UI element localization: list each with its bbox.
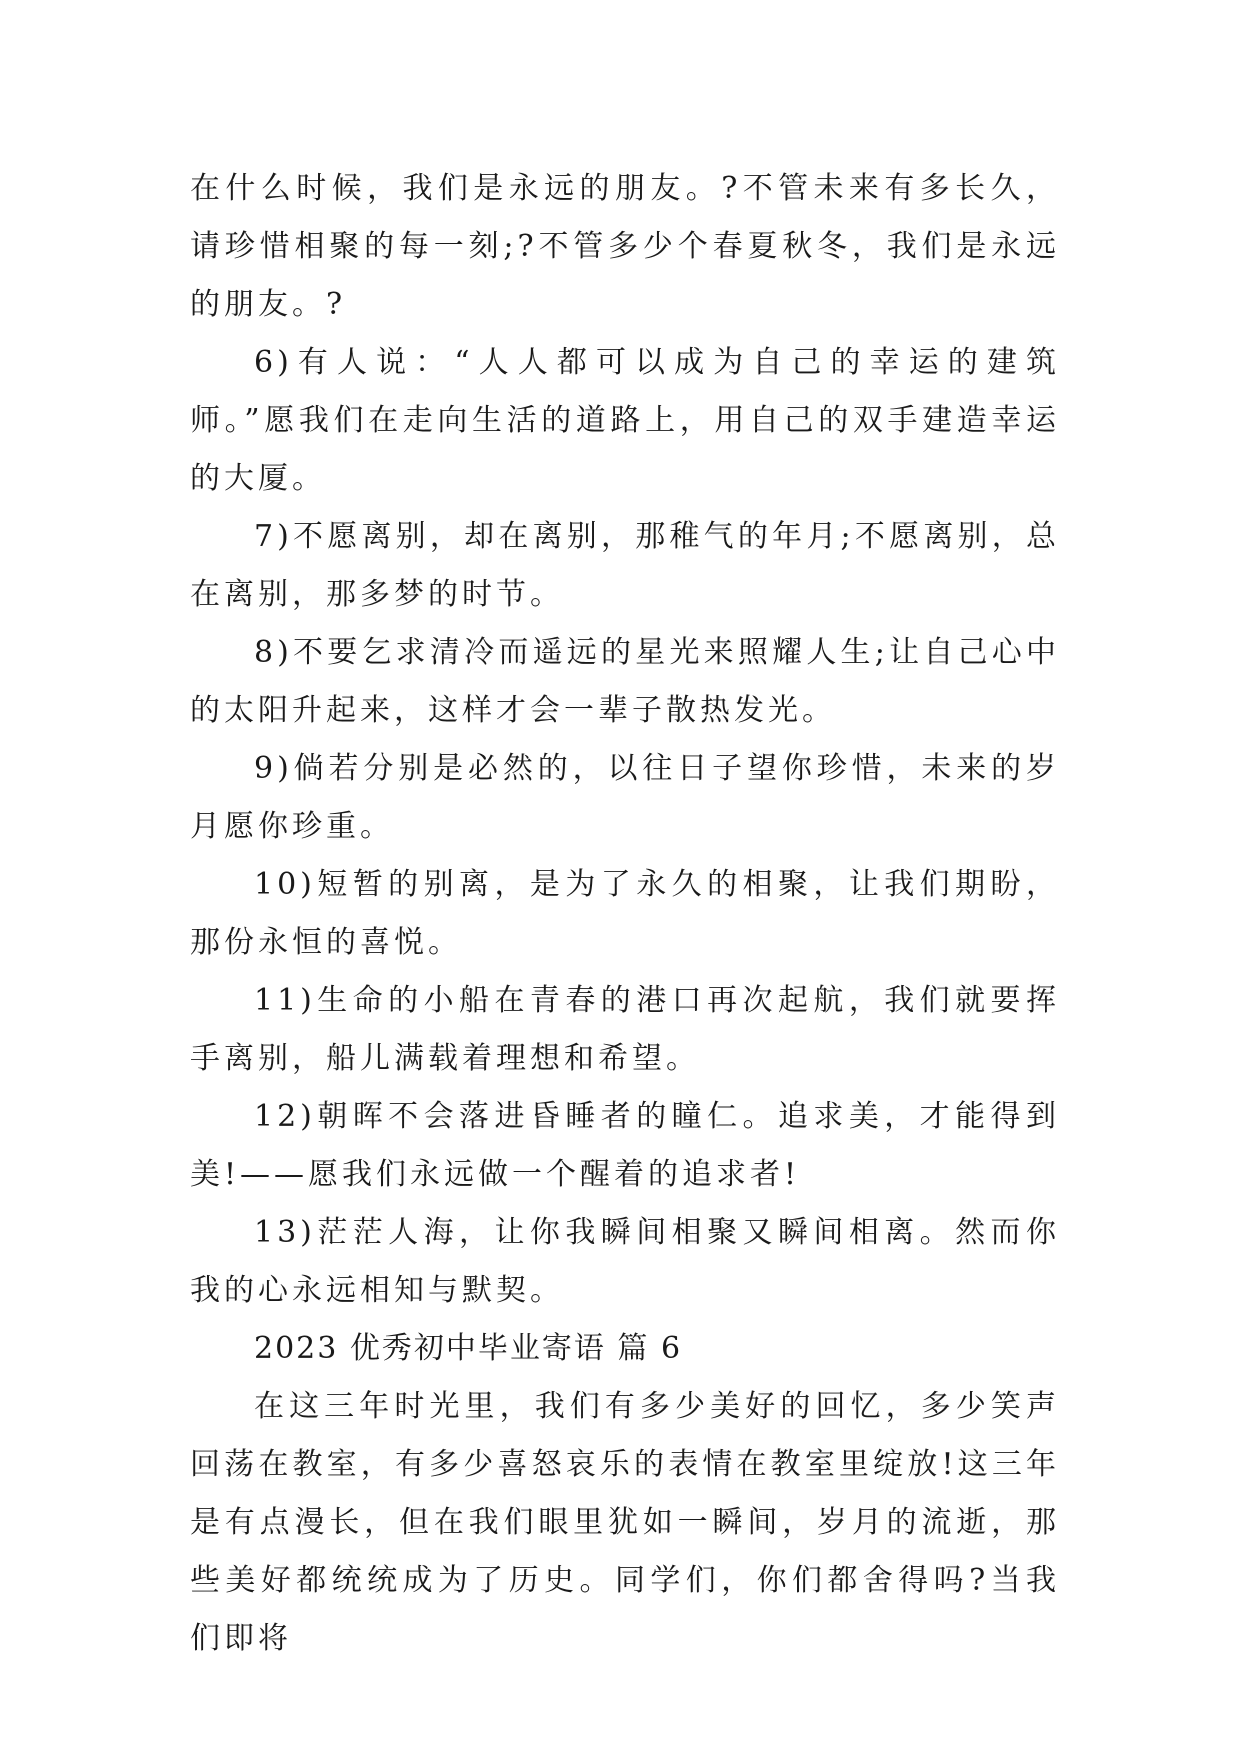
- paragraph-last: 在这三年时光里，我们有多少美好的回忆，多少笑声回荡在教室，有多少喜怒哀乐的表情在教室里绽放!这三年是有点漫长，但在我们眼里犹如一瞬间，岁月的流逝，那些美好都统统成为了历史。同学们，你们都舍得吗?当我们即将: [190, 1389, 1060, 1656]
- paragraph-9: 13)茫茫人海，让你我瞬间相聚又瞬间相离。然而你我的心永远相知与默契。: [190, 1215, 1060, 1308]
- paragraph-7: 11)生命的小船在青春的港口再次起航，我们就要挥手离别，船儿满载着理想和希望。: [190, 983, 1060, 1076]
- paragraph-4: 8)不要乞求清冷而遥远的星光来照耀人生;让自己心中的太阳升起来，这样才会一辈子散热发光。: [190, 635, 1060, 728]
- paragraph-8: 12)朝晖不会落进昏睡者的瞳仁。追求美，才能得到美!——愿我们永远做一个醒着的追求者!: [190, 1099, 1060, 1192]
- document-body: [190, 160, 1060, 1668]
- paragraph-5: 9)倘若分别是必然的，以往日子望你珍惜，未来的岁月愿你珍重。: [190, 751, 1060, 844]
- paragraph-6: 10)短暂的别离，是为了永久的相聚，让我们期盼，那份永恒的喜悦。: [190, 867, 1060, 960]
- section-heading: 2023 优秀初中毕业寄语 篇 6: [254, 1331, 683, 1366]
- paragraph-3: 7)不愿离别，却在离别，那稚气的年月;不愿离别，总在离别，那多梦的时节。: [190, 519, 1060, 612]
- paragraph-1: 在什么时候，我们是永远的朋友。?不管未来有多长久，请珍惜相聚的每一刻;?不管多少个春夏秋冬，我们是永远的朋友。?: [190, 171, 1060, 322]
- paragraph-2: 6)有人说：“人人都可以成为自己的幸运的建筑师。”愿我们在走向生活的道路上，用自己的双手建造幸运的大厦。: [190, 345, 1060, 496]
